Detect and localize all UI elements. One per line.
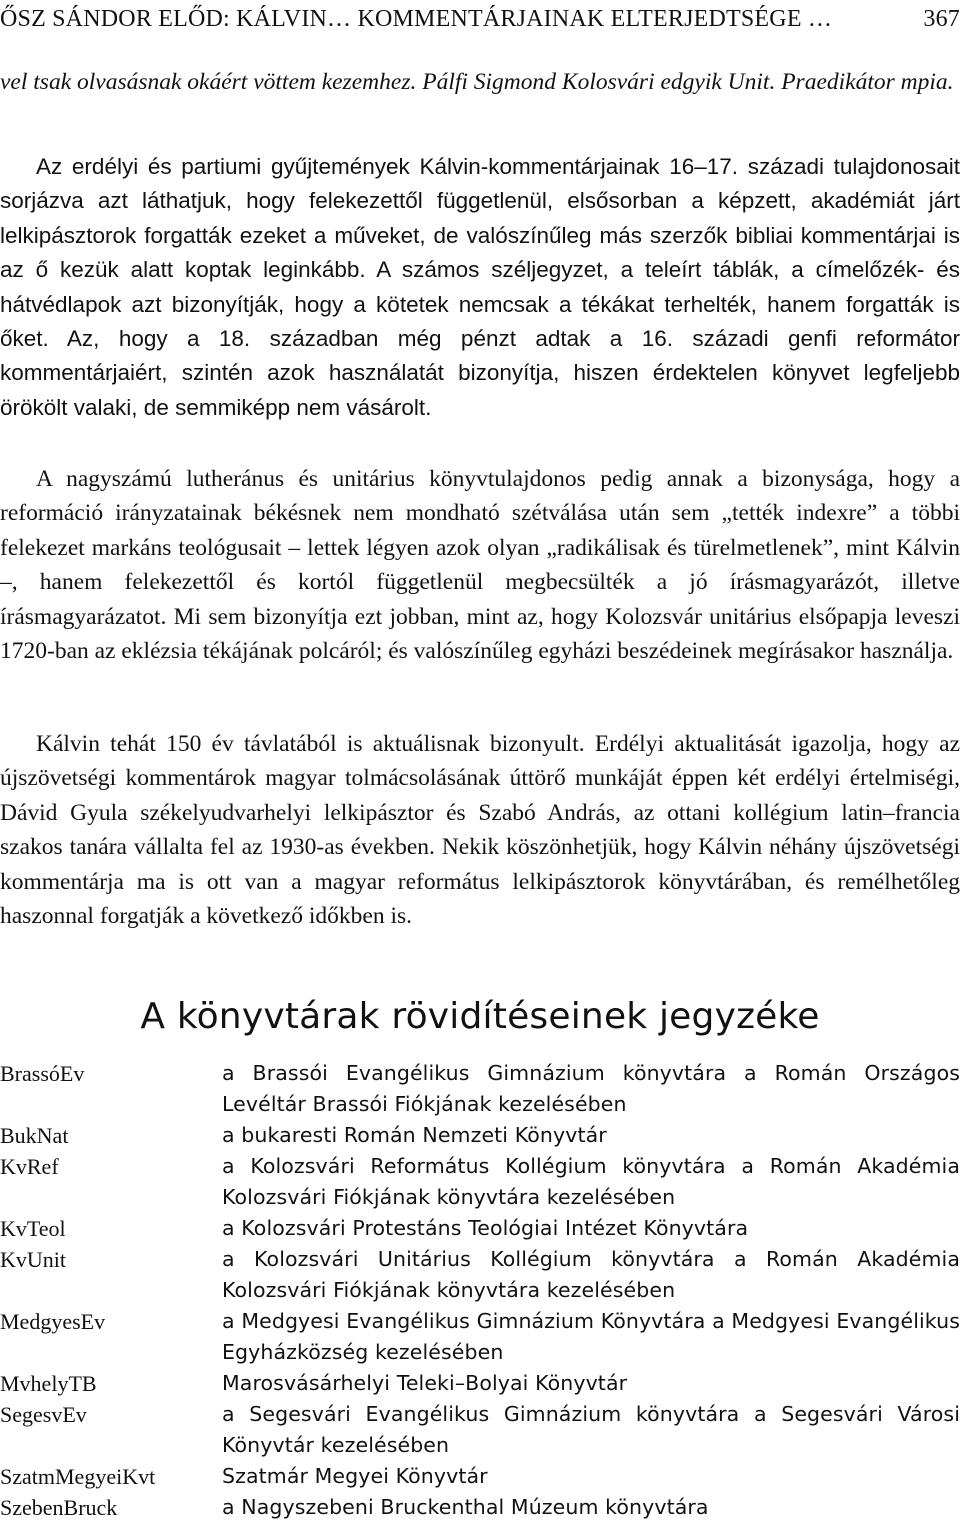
abbreviation-code: SzatmMegyeiKvt xyxy=(0,1464,156,1489)
page-number: 367 xyxy=(923,6,960,32)
header-title: ŐSZ SÁNDOR ELŐD: KÁLVIN… KOMMENTÁRJAINAK ELTERJEDTSÉGE … xyxy=(0,6,833,32)
abbreviation-row xyxy=(0,1492,960,1523)
body-paragraph-2: A nagyszámú lutheránus és unitárius könyvtulajdonos pedig annak a bizonysága, hogy a reformáció irányzatainak békésnek nem mondható szétválása után sem „tették indexre” a többi felekezet markáns teológusait – lettek légyen azok olyan „radikálisak és türelmetlenek”, mint Kálvin –, hanem felekezettől és kortól függetlenül megbecsülték a jó írásmagyarázót, illetve írásmagyarázatot. Mi sem bizonyítja ezt jobban, mint az, hogy Kolozsvár unitárius elsőpapja leveszi 1720-ban az eklézsia tékájának polcáról; és valószínűleg egyházi beszédeinek megírásakor használja. xyxy=(0,466,960,665)
abbreviation-description: a Medgyesi Evangélikus Gimnázium Könyvtára a Medgyesi Evangélikus Egyházközség kezelésében xyxy=(222,1309,960,1364)
abbreviation-description: Marosvásárhelyi Teleki–Bolyai Könyvtár xyxy=(222,1371,628,1395)
abbreviation-list xyxy=(0,1058,960,1523)
abbreviation-code: SegesvEv xyxy=(0,1402,87,1427)
abbreviation-code: KvTeol xyxy=(0,1216,66,1241)
abbreviation-description: a Kolozsvári Protestáns Teológiai Intézet Könyvtára xyxy=(222,1216,749,1240)
abbreviation-code: SzebenBruck xyxy=(0,1495,118,1520)
abbreviation-row xyxy=(0,1120,960,1151)
abbreviation-description: a Kolozsvári Unitárius Kollégium könyvtára a Román Akadémia Kolozsvári Fiókjának könyvtára kezelésében xyxy=(222,1247,960,1302)
abbreviation-description: Szatmár Megyei Könyvtár xyxy=(222,1464,488,1488)
abbreviation-description: a Segesvári Evangélikus Gimnázium könyvtára a Segesvári Városi Könyvtár kezelésében xyxy=(222,1402,960,1457)
abbreviation-row xyxy=(0,1306,960,1368)
abbreviation-description: a Kolozsvári Református Kollégium könyvtára a Román Akadémia Kolozsvári Fiókjának könyvtára kezelésében xyxy=(222,1154,960,1209)
abbreviation-code: BukNat xyxy=(0,1123,69,1148)
abbreviation-code: KvRef xyxy=(0,1154,59,1179)
section-heading-text: A könyvtárak rövidítéseinek jegyzéke xyxy=(140,996,820,1037)
italic-quote: vel tsak olvasásnak okáért vöttem kezemhez. Pálfi Sigmond Kolosvári edgyik Unit. Praedikátor mpia. xyxy=(0,69,954,95)
abbreviation-row xyxy=(0,1461,960,1492)
abbreviation-code: MvhelyTB xyxy=(0,1371,97,1396)
abbreviation-row xyxy=(0,1213,960,1244)
abbreviation-row xyxy=(0,1058,960,1120)
abbreviation-row xyxy=(0,1368,960,1399)
abbreviation-description: a Brassói Evangélikus Gimnázium könyvtára a Román Országos Levéltár Brassói Fiókjának kezelésében xyxy=(222,1061,960,1116)
abbreviation-row xyxy=(0,1399,960,1461)
body-paragraph-1: Az erdélyi és partiumi gyűjtemények Kálvin-kommentárjainak 16–17. századi tulajdonosait sorjázva azt láthatjuk, hogy felekezettől függetlenül, elsősorban a képzett, akadémiát járt lelkipásztorok forgatták ezeket a műveket, de valószínűleg más szerzők bibliai kommentárjai is az ő kezük alatt koptak leginkább. A számos széljegyzet, a teleírt táblák, a címelőzék- és hátvédlapok azt bizonyítják, hogy a kötetek nemcsak a tékákat terhelték, hanem forgatták is őket. Az, hogy a 18. században még pénzt adtak a 16. századi genfi reformátor kommentárjaiért, szintén azok használatát bizonyítja, hiszen érdektelen könyvet legfeljebb örökölt valaki, de semmiképp nem vásárolt. xyxy=(0,154,960,420)
abbreviation-description: a bukaresti Román Nemzeti Könyvtár xyxy=(222,1123,607,1147)
abbreviation-description: a Nagyszebeni Bruckenthal Múzeum könyvtára xyxy=(222,1495,709,1519)
abbreviation-row xyxy=(0,1151,960,1213)
abbreviation-code: KvUnit xyxy=(0,1247,66,1272)
abbreviation-code: BrassóEv xyxy=(0,1061,85,1086)
abbreviation-code: MedgyesEv xyxy=(0,1309,106,1334)
body-paragraph-3: Kálvin tehát 150 év távlatából is aktuálisnak bizonyult. Erdélyi aktualitását igazolja, hogy az újszövetségi kommentárok magyar tolmácsolásának úttörő munkáját éppen két erdélyi értelmiségi, Dávid Gyula székelyudvarhelyi lelkipásztor és Szabó András, az ottani kollégium latin–francia szakos tanára vállalta fel az 1930-as években. Nekik köszönhetjük, hogy Kálvin néhány újszövetségi kommentárja ma is ott van a magyar református lelkipásztorok könyvtárában, és remélhetőleg haszonnal forgatják a következő időkben is. xyxy=(0,731,960,930)
abbreviation-row xyxy=(0,1244,960,1306)
section-heading xyxy=(0,994,960,1040)
